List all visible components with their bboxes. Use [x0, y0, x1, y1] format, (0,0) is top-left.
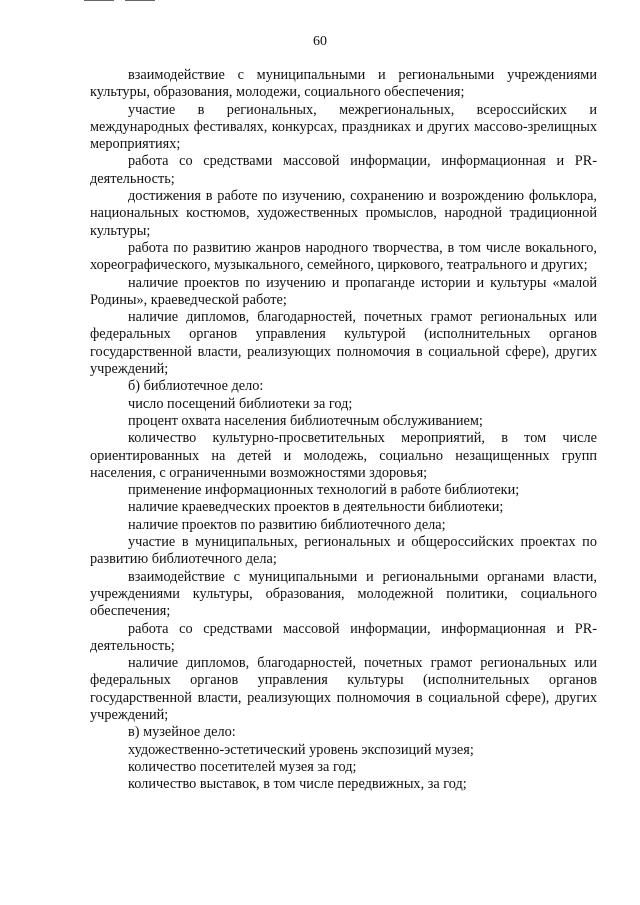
paragraph: работа со средствами массовой информации, информационная и PR-деятельность;	[90, 620, 597, 654]
paragraph: художественно-эстетический уровень экспозиций музея;	[128, 741, 474, 758]
paragraph: взаимодействие с муниципальными и региональными учреждениями культуры, образования, молодежи, социального обеспечения;	[90, 67, 597, 101]
paragraph: взаимодействие с муниципальными и региональными органами власти, учреждениями культуры, образования, молодежной политики, социального обеспечения;	[90, 568, 597, 620]
paragraph: наличие дипломов, благодарностей, почетных грамот региональных или федеральных органов управления культурой (исполнительных органов государственной власти, реализующих полномочия в социальной сфере), других учреждений;	[90, 309, 597, 378]
section-heading: в) музейное дело:	[128, 724, 236, 741]
paragraph: применение информационных технологий в работе библиотеки;	[128, 482, 520, 499]
paragraph: количество посетителей музея за год;	[128, 758, 357, 775]
paragraph: количество выставок, в том числе передвижных, за год;	[128, 776, 467, 793]
paragraph: работа по развитию жанров народного творчества, в том числе вокального, хореографического, музыкального, семейного, циркового, театрального и других;	[90, 239, 597, 274]
document-body	[90, 67, 597, 793]
paragraph: работа со средствами массовой информации, информационная и PR-деятельность;	[90, 153, 597, 187]
scan-edge-mark	[125, 0, 155, 1]
section-heading: б) библиотечное дело:	[128, 378, 264, 395]
page-number: 60	[313, 34, 327, 49]
paragraph: количество культурно-просветительных мероприятий, в том числе ориентированных на детей и молодежь, социально незащищенных групп населения, с ограниченными возможностями здоровья;	[90, 430, 597, 481]
paragraph: процент охвата населения библиотечным обслуживанием;	[128, 412, 483, 429]
paragraph: достижения в работе по изучению, сохранению и возрождению фольклора, национальных костюмов, художественных промыслов, народной традиционной культуры;	[90, 188, 597, 239]
paragraph: наличие проектов по развитию библиотечного дела;	[128, 516, 446, 533]
paragraph: наличие проектов по изучению и пропаганде истории и культуры «малой Родины», краеведческой работе;	[90, 274, 597, 308]
scan-edge-mark	[84, 0, 114, 1]
paragraph: число посещений библиотеки за год;	[128, 395, 353, 412]
paragraph: участие в муниципальных, региональных и общероссийских проектах по развитию библиотечного дела;	[90, 534, 597, 568]
paragraph: наличие дипломов, благодарностей, почетных грамот региональных или федеральных органов управления культуры (исполнительных органов государственной власти, реализующих полномочия в социальной сфере), других учреждений;	[90, 655, 597, 723]
paragraph: участие в региональных, межрегиональных, всероссийских и международных фестивалях, конкурсах, праздниках и других массово-зрелищных мероприятиях;	[90, 101, 597, 153]
paragraph: наличие краеведческих проектов в деятельности библиотеки;	[128, 499, 504, 516]
